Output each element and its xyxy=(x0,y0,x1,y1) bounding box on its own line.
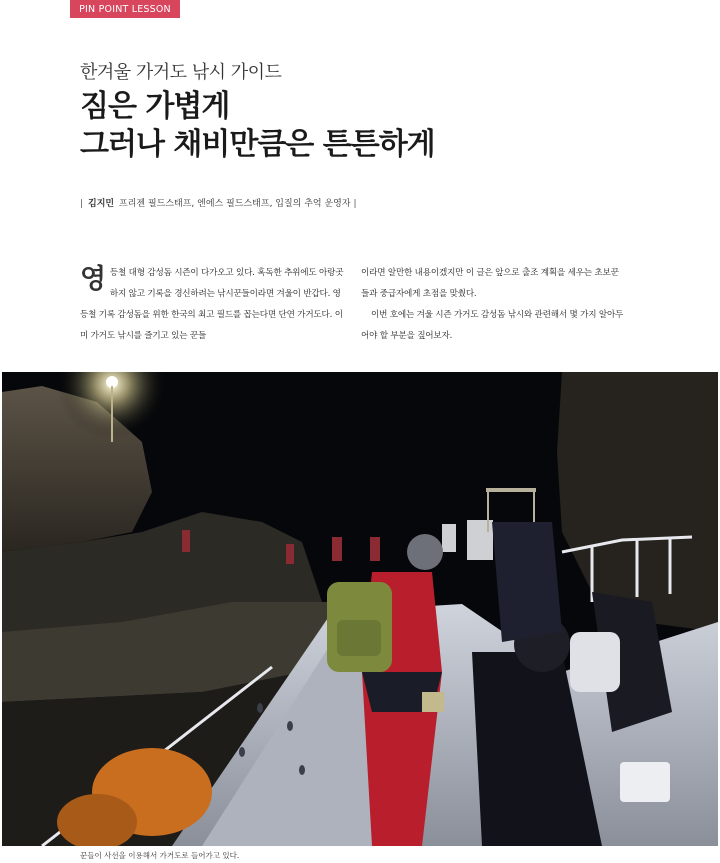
byline-separator-right: | xyxy=(353,199,357,209)
body-paragraph-3: 이번 호에는 겨울 시즌 가거도 감성돔 낚시와 관련해서 몇 가지 알아두어야 할 부분을 짚어보자. xyxy=(361,310,624,341)
byline xyxy=(80,196,356,209)
byline-separator-left: | xyxy=(80,199,84,209)
dropcap: 영 xyxy=(80,264,106,295)
headline-line-2: 그러나 채비만큼은 튼튼하게 xyxy=(80,127,435,162)
photo-illustration xyxy=(2,372,718,846)
headline-line-1: 짐은 가볍게 xyxy=(80,89,230,124)
body-paragraph-2: 이라면 알만한 내용이겠지만 이 글은 앞으로 출조 계획을 세우는 초보꾼들과 중급자에게 초점을 맞췄다. xyxy=(361,268,619,299)
night-boat-photo xyxy=(2,372,718,846)
author-name: 김지민 xyxy=(88,199,115,209)
body-column-2 xyxy=(361,263,625,347)
body-paragraph-1: 등철 대형 감성돔 시즌이 다가오고 있다. 혹독한 추위에도 아랑곳하지 않고 기록을 경신하려는 낚시꾼들이라면 겨울이 반갑다. 영등철 기록 감성돔을 위한 한국의 최고 필드를 꼽는다면 단연 가거도다. 이미 가거도 낚시를 즐기고 있는 꾼들 xyxy=(80,268,344,341)
section-tag: PIN POINT LESSON xyxy=(70,0,180,18)
author-roles: 프리젠 필드스태프, 엔에스 필드스태프, 입질의 추억 운영자 xyxy=(119,199,351,209)
headline xyxy=(80,88,435,164)
body-column-1 xyxy=(80,263,344,347)
photo-caption: 꾼들이 사선을 이용해서 가거도로 들어가고 있다. xyxy=(80,851,240,860)
kicker-title: 한겨울 가거도 낚시 가이드 xyxy=(80,62,282,83)
